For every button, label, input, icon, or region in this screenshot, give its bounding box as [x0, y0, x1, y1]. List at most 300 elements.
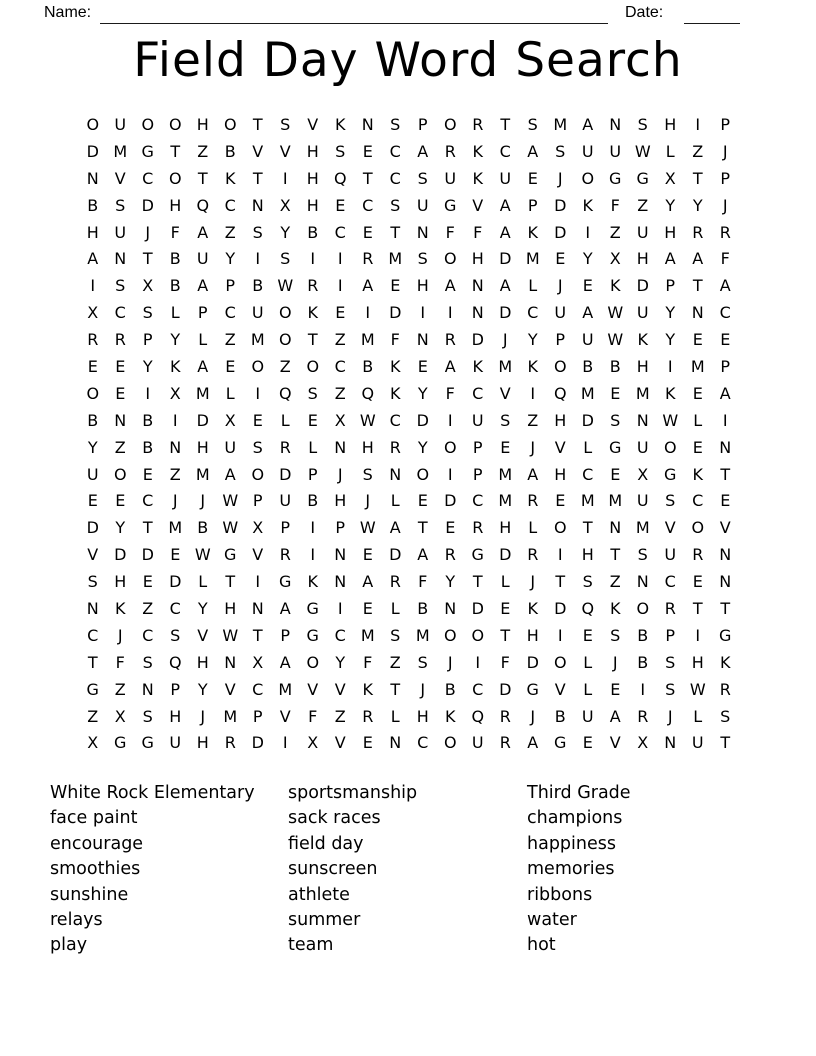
grid-letter: X [224, 410, 236, 430]
grid-letter: F [308, 706, 318, 726]
grid-letter: R [664, 598, 676, 618]
grid-letter: T [362, 168, 373, 188]
word-item: field day [288, 833, 364, 854]
grid-letter: P [252, 706, 263, 726]
grid-letter: D [471, 330, 484, 350]
grid-letter: W [662, 410, 679, 430]
grid-letter: B [197, 518, 209, 538]
grid-letter: Z [527, 410, 539, 430]
grid-letter: E [582, 733, 593, 753]
grid-letter: U [609, 141, 622, 161]
grid-letter: R [444, 545, 456, 565]
grid-letter: W [359, 518, 376, 538]
grid-letter: E [115, 356, 126, 376]
grid-letter: E [307, 410, 318, 430]
grid-letter: Z [692, 141, 704, 161]
grid-letter: V [279, 141, 291, 161]
grid-letter: B [554, 706, 566, 726]
grid-letter: L [170, 303, 180, 323]
grid-letter: W [222, 625, 239, 645]
grid-letter: C [114, 303, 126, 323]
grid-letter: K [527, 222, 538, 242]
grid-letter: M [690, 356, 705, 376]
grid-letter: A [417, 141, 429, 161]
grid-letter: O [141, 114, 155, 134]
grid-letter: H [636, 356, 649, 376]
grid-letter: G [224, 545, 237, 565]
grid-letter: I [447, 303, 453, 323]
grid-letter: G [526, 679, 539, 699]
grid-letter: E [692, 437, 703, 457]
grid-letter: R [692, 545, 704, 565]
grid-letter: U [691, 733, 704, 753]
grid-letter: H [196, 652, 209, 672]
grid-letter: K [445, 706, 456, 726]
grid-letter: I [172, 410, 178, 430]
grid-letter: N [416, 330, 429, 350]
grid-letter: G [664, 464, 677, 484]
grid-letter: A [499, 222, 511, 242]
grid-letter: E [692, 383, 703, 403]
grid-letter: I [337, 598, 343, 618]
grid-letter: I [557, 545, 563, 565]
grid-letter: M [553, 114, 568, 134]
grid-letter: U [114, 114, 127, 134]
grid-letter: A [417, 545, 429, 565]
grid-letter: A [719, 276, 731, 296]
grid-letter: W [607, 330, 624, 350]
grid-letter: W [359, 410, 376, 430]
grid-letter: V [197, 625, 209, 645]
grid-letter: M [223, 706, 238, 726]
grid-letter: D [279, 464, 292, 484]
grid-letter: L [583, 679, 593, 699]
grid-letter: A [527, 733, 539, 753]
grid-letter: N [389, 464, 402, 484]
grid-letter: O [223, 114, 237, 134]
grid-letter: O [663, 437, 677, 457]
grid-letter: P [280, 625, 291, 645]
grid-letter: G [306, 625, 319, 645]
grid-letter: P [720, 114, 731, 134]
grid-letter: D [389, 303, 402, 323]
grid-letter: P [665, 625, 676, 645]
grid-letter: X [637, 464, 649, 484]
grid-letter: Q [553, 383, 567, 403]
grid-letter: S [170, 625, 181, 645]
grid-letter: Z [224, 330, 236, 350]
grid-letter: D [389, 545, 402, 565]
grid-letter: M [278, 679, 293, 699]
grid-letter: N [719, 437, 732, 457]
grid-letter: S [362, 464, 373, 484]
grid-letter: E [362, 733, 373, 753]
grid-letter: N [114, 410, 127, 430]
grid-letter: K [115, 598, 126, 618]
grid-letter: W [607, 303, 624, 323]
grid-letter: W [194, 545, 211, 565]
grid-letter: S [665, 491, 676, 511]
grid-letter: Z [224, 222, 236, 242]
word-item: summer [288, 909, 361, 930]
grid-letter: N [86, 598, 99, 618]
grid-letter: C [417, 733, 429, 753]
grid-letter: V [472, 195, 484, 215]
grid-letter: Y [665, 195, 676, 215]
grid-letter: D [471, 598, 484, 618]
grid-letter: F [610, 195, 620, 215]
grid-letter: D [114, 545, 127, 565]
word-item: team [288, 935, 334, 956]
grid-letter: S [555, 141, 566, 161]
grid-letter: G [554, 733, 567, 753]
grid-letter: U [471, 410, 484, 430]
grid-letter: M [360, 625, 375, 645]
grid-letter: C [389, 410, 401, 430]
grid-letter: C [142, 625, 154, 645]
grid-letter: Y [445, 572, 456, 592]
grid-letter: R [719, 679, 731, 699]
grid-letter: H [196, 733, 209, 753]
grid-letter: R [637, 706, 649, 726]
grid-letter: L [390, 491, 400, 511]
grid-letter: K [390, 356, 401, 376]
grid-letter: Z [334, 706, 346, 726]
word-list [50, 781, 747, 959]
grid-letter: Z [169, 464, 181, 484]
grid-letter: O [636, 598, 650, 618]
grid-letter: L [665, 141, 675, 161]
grid-letter: Y [142, 356, 153, 376]
grid-letter: O [443, 249, 457, 269]
grid-letter: E [142, 464, 153, 484]
grid-letter: K [307, 572, 318, 592]
grid-letter: V [334, 733, 346, 753]
grid-letter: B [169, 249, 181, 269]
grid-letter: S [665, 652, 676, 672]
grid-letter: M [388, 249, 403, 269]
grid-letter: W [277, 276, 294, 296]
date-label: Date: [625, 4, 664, 21]
grid-letter: F [390, 330, 400, 350]
grid-letter: C [224, 195, 236, 215]
grid-letter: D [554, 195, 567, 215]
grid-letter: G [471, 545, 484, 565]
grid-letter: A [499, 276, 511, 296]
grid-letter: T [692, 598, 703, 618]
grid-letter: K [582, 195, 593, 215]
grid-letter: P [720, 356, 731, 376]
grid-letter: H [224, 598, 237, 618]
grid-letter: N [471, 276, 484, 296]
grid-letter: K [472, 356, 483, 376]
grid-letter: R [527, 491, 539, 511]
grid-letter: Z [114, 437, 126, 457]
grid-letter: A [389, 518, 401, 538]
word-item: hot [527, 935, 556, 956]
grid-letter: J [530, 437, 536, 457]
grid-letter: N [389, 733, 402, 753]
word-item: ribbons [527, 884, 593, 905]
grid-letter: R [114, 330, 126, 350]
grid-letter: N [471, 303, 484, 323]
grid-letter: D [141, 545, 154, 565]
grid-letter: A [197, 222, 209, 242]
grid-letter: L [693, 706, 703, 726]
grid-letter: D [251, 733, 264, 753]
grid-letter: N [224, 652, 237, 672]
grid-letter: M [415, 625, 430, 645]
grid-letter: U [169, 733, 182, 753]
grid-letter: K [472, 141, 483, 161]
grid-letter: S [252, 437, 263, 457]
grid-letter: T [252, 625, 263, 645]
grid-letter: V [87, 545, 99, 565]
grid-letter: V [252, 545, 264, 565]
grid-letter: T [500, 114, 511, 134]
grid-letter: A [444, 356, 456, 376]
grid-letter: Q [581, 598, 595, 618]
grid-letter: S [390, 114, 401, 134]
grid-letter: L [280, 410, 290, 430]
grid-letter: N [141, 679, 154, 699]
grid-letter: C [252, 679, 264, 699]
grid-letter: J [722, 141, 728, 161]
grid-letter: A [609, 706, 621, 726]
grid-letter: H [306, 168, 319, 188]
grid-letter: A [499, 195, 511, 215]
grid-letter: R [527, 545, 539, 565]
grid-letter: R [499, 706, 511, 726]
grid-letter: V [114, 168, 126, 188]
word-item: encourage [50, 833, 144, 854]
grid-letter: J [557, 276, 563, 296]
grid-letter: G [609, 437, 622, 457]
grid-letter: R [472, 518, 484, 538]
grid-letter: M [498, 464, 513, 484]
grid-letter: C [334, 356, 346, 376]
grid-letter: S [142, 303, 153, 323]
grid-letter: E [170, 545, 181, 565]
grid-letter: K [307, 303, 318, 323]
grid-letter: N [636, 410, 649, 430]
grid-letter: Q [196, 195, 210, 215]
grid-letter: J [200, 706, 206, 726]
grid-letter: P [225, 276, 236, 296]
grid-letter: D [526, 652, 539, 672]
grid-letter: A [582, 303, 594, 323]
grid-letter: Z [334, 383, 346, 403]
page-title: Field Day Word Search [133, 33, 683, 88]
grid-letter: C [334, 222, 346, 242]
grid-letter: E [527, 168, 538, 188]
grid-letter: P [527, 195, 538, 215]
word-item: White Rock Elementary [50, 783, 255, 803]
grid-letter: L [198, 572, 208, 592]
grid-letter: N [719, 545, 732, 565]
grid-letter: Z [637, 195, 649, 215]
grid-letter: A [664, 249, 676, 269]
grid-letter: V [307, 114, 319, 134]
grid-letter: H [306, 141, 319, 161]
grid-letter: B [224, 141, 236, 161]
grid-letter: M [580, 383, 595, 403]
grid-letter: P [280, 518, 291, 538]
grid-letter: N [719, 572, 732, 592]
grid-letter: K [665, 383, 676, 403]
grid-letter: V [279, 706, 291, 726]
grid-letter: I [310, 518, 316, 538]
grid-letter: O [443, 437, 457, 457]
grid-letter: R [87, 330, 99, 350]
grid-letter: O [471, 625, 485, 645]
grid-letter: Y [417, 383, 428, 403]
grid-letter: A [279, 652, 291, 672]
grid-letter: E [225, 356, 236, 376]
grid-letter: K [692, 464, 703, 484]
grid-letter: J [117, 625, 123, 645]
grid-letter: Y [87, 437, 98, 457]
grid-letter: H [114, 572, 127, 592]
grid-letter: O [553, 356, 567, 376]
grid-letter: V [334, 679, 346, 699]
grid-letter: R [362, 706, 374, 726]
grid-letter: I [695, 625, 701, 645]
grid-letter: Z [142, 598, 154, 618]
word-list-column-3 [527, 781, 747, 959]
grid-letter: B [169, 276, 181, 296]
grid-letter: V [224, 679, 236, 699]
grid-letter: U [196, 249, 209, 269]
grid-letter: Y [280, 222, 291, 242]
grid-letter: B [307, 491, 319, 511]
grid-letter: E [417, 356, 428, 376]
grid-letter: I [695, 114, 701, 134]
grid-letter: P [142, 330, 153, 350]
grid-letter: V [554, 679, 566, 699]
grid-letter: S [610, 625, 621, 645]
grid-letter: S [142, 652, 153, 672]
grid-letter: H [581, 545, 594, 565]
grid-letter: O [251, 464, 265, 484]
grid-letter: N [251, 195, 264, 215]
grid-letter: I [447, 464, 453, 484]
grid-letter: E [362, 598, 373, 618]
grid-letter: E [362, 545, 373, 565]
name-blank-line [100, 23, 608, 24]
grid-letter: S [390, 195, 401, 215]
grid-letter: C [334, 625, 346, 645]
grid-letter: U [444, 168, 457, 188]
word-item: face paint [50, 808, 138, 829]
grid-letter: D [86, 518, 99, 538]
grid-letter: O [306, 652, 320, 672]
grid-letter: N [114, 249, 127, 269]
grid-letter: M [250, 330, 265, 350]
grid-letter: E [87, 491, 98, 511]
grid-letter: U [499, 168, 512, 188]
word-item: water [527, 909, 577, 930]
grid-letter: C [582, 464, 594, 484]
grid-letter: V [307, 679, 319, 699]
grid-letter: X [252, 652, 264, 672]
grid-letter: I [310, 249, 316, 269]
word-item: sack races [288, 808, 381, 829]
grid-letter: P [335, 518, 346, 538]
grid-letter: E [610, 679, 621, 699]
grid-letter: C [499, 141, 511, 161]
grid-letter: S [417, 168, 428, 188]
grid-letter: O [168, 168, 182, 188]
grid-letter: N [691, 303, 704, 323]
grid-letter: S [307, 383, 318, 403]
grid-letter: Y [582, 249, 593, 269]
grid-letter: O [113, 464, 127, 484]
grid-letter: C [527, 303, 539, 323]
grid-letter: E [362, 222, 373, 242]
grid-letter: P [252, 491, 263, 511]
grid-letter: Z [197, 141, 209, 161]
grid-letter: O [443, 625, 457, 645]
grid-letter: J [530, 706, 536, 726]
grid-letter: L [528, 518, 538, 538]
grid-letter: I [667, 356, 673, 376]
grid-letter: I [530, 383, 536, 403]
grid-letter: T [390, 222, 401, 242]
grid-letter: C [664, 572, 676, 592]
grid-letter: T [720, 733, 731, 753]
grid-letter: T [170, 141, 181, 161]
grid-letter: O [416, 464, 430, 484]
grid-letter: P [555, 330, 566, 350]
grid-letter: K [527, 598, 538, 618]
grid-letter: W [222, 518, 239, 538]
grid-letter: O [86, 114, 100, 134]
grid-letter: J [172, 491, 178, 511]
grid-letter: J [420, 679, 426, 699]
grid-letter: K [720, 652, 731, 672]
grid-letter: J [447, 652, 453, 672]
word-item: smoothies [50, 859, 141, 880]
grid-letter: H [499, 518, 512, 538]
date-blank-line [684, 23, 740, 24]
grid-letter: I [447, 410, 453, 430]
grid-letter: C [472, 491, 484, 511]
grid-letter: U [416, 195, 429, 215]
grid-letter: D [444, 491, 457, 511]
grid-letter: K [472, 168, 483, 188]
grid-letter: E [500, 437, 511, 457]
grid-letter: T [307, 330, 318, 350]
grid-letter: O [168, 114, 182, 134]
grid-letter: M [195, 464, 210, 484]
grid-letter: T [252, 114, 263, 134]
grid-letter: B [142, 437, 154, 457]
grid-letter: H [554, 410, 567, 430]
grid-letter: T [142, 249, 153, 269]
grid-letter: H [306, 195, 319, 215]
grid-letter: K [362, 679, 373, 699]
grid-letter: L [390, 598, 400, 618]
grid-letter: Y [665, 330, 676, 350]
grid-letter: L [583, 652, 593, 672]
grid-letter: A [362, 572, 374, 592]
grid-letter: Z [87, 706, 99, 726]
grid-letter: E [142, 572, 153, 592]
grid-letter: G [141, 141, 154, 161]
word-item: sunscreen [288, 859, 378, 880]
grid-letter: C [719, 303, 731, 323]
